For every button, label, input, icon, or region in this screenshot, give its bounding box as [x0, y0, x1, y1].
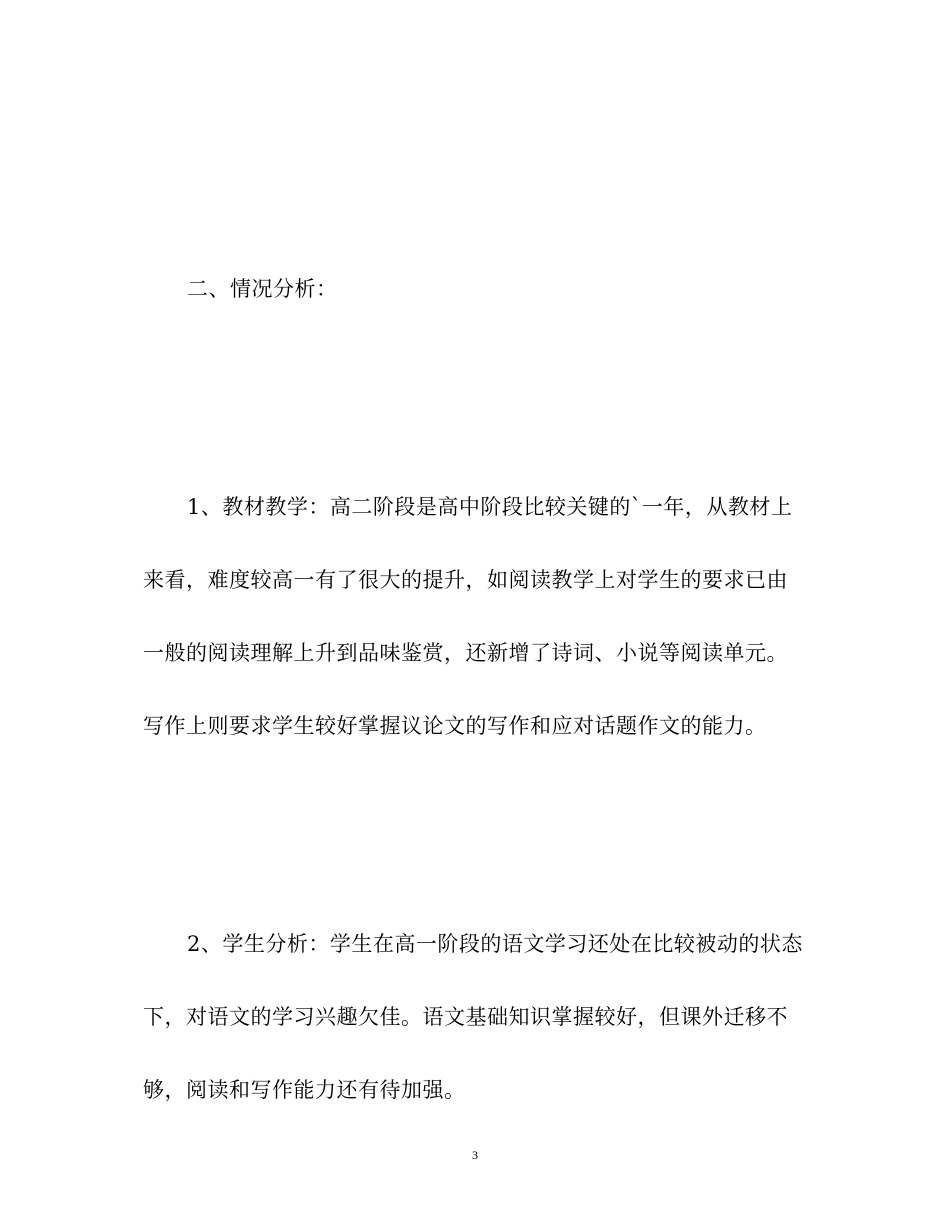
- paragraph-line: 一般的阅读理解上升到品味鉴赏，还新增了诗词、小说等阅读单元。: [143, 641, 788, 665]
- paragraph-line: 1、教材教学：高二阶段是高中阶段比较关键的`一年，从教材上: [187, 495, 793, 519]
- paragraph-line: 来看，难度较高一有了很大的提升，如阅读教学上对学生的要求已由: [143, 568, 788, 592]
- paragraph-line: 够，阅读和写作能力还有待加强。: [143, 1078, 466, 1102]
- section-heading: 二、情况分析：: [187, 277, 338, 301]
- page-number: 3: [472, 1148, 478, 1162]
- paragraph-line: 写作上则要求学生较好掌握议论文的写作和应对话题作文的能力。: [143, 714, 767, 738]
- paragraph-line: 下，对语文的学习兴趣欠佳。语文基础知识掌握较好，但课外迁移不: [143, 1005, 788, 1029]
- paragraph-line: 2、学生分析：学生在高一阶段的语文学习还处在比较被动的状态: [187, 932, 803, 956]
